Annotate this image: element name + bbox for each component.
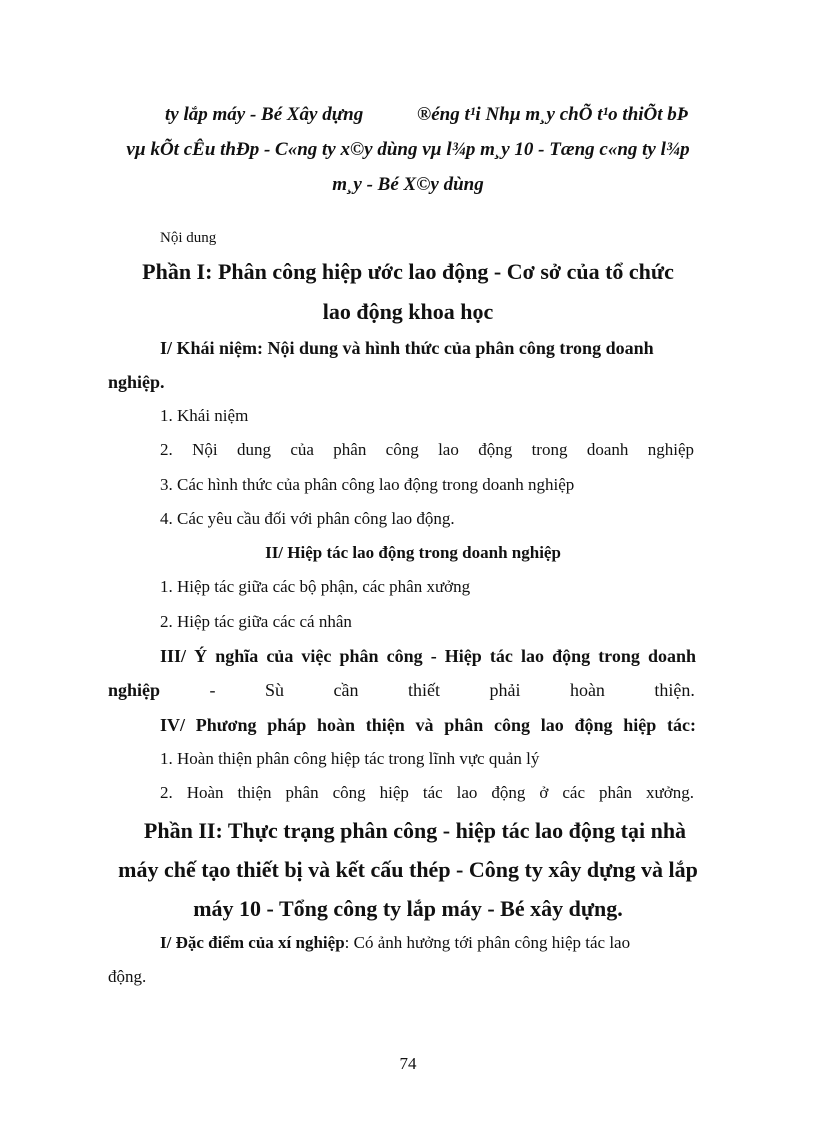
- section3-word: hoàn: [569, 680, 605, 700]
- section3-word: phải: [489, 680, 521, 700]
- section1-heading-line-2: nghiệp.: [108, 372, 165, 392]
- section3-word: thiện.: [654, 680, 695, 700]
- section3-heading-line-1: III/ Ý nghĩa của việc phân công - Hiệp tác lao động trong doanh: [160, 646, 696, 666]
- section3-word: Sù: [265, 680, 285, 700]
- section2-item: 2. Hiệp tác giữa các cá nhân: [160, 612, 352, 631]
- page-number: 74: [399, 1054, 417, 1073]
- part2-title-line-2: máy chế tạo thiết bị và kết cấu thép - Công ty xây dựng và lắp: [118, 857, 698, 882]
- section5-heading-line-2: động.: [108, 967, 147, 986]
- section1-item: 1. Khái niệm: [160, 406, 249, 425]
- header-line-3: m¸y - Bé X©y dùng: [332, 174, 484, 195]
- header-line-2: vµ kÕt cÊu thÐp - C«ng ty x©y dùng vµ l¾p m¸y 10 - Tæng c«ng ty l¾p: [126, 139, 690, 160]
- section2-item: 1. Hiệp tác giữa các bộ phận, các phân xưởng: [160, 577, 471, 596]
- section3-word: -: [209, 680, 216, 700]
- section1-item: 2. Nội dung của phân công lao động trong doanh nghiệp: [160, 440, 694, 459]
- section3-word: nghiệp: [108, 680, 161, 700]
- section5-heading-rest: : Có ảnh hưởng tới phân công hiệp tác lao: [344, 933, 631, 952]
- header-line-1-left: ty lắp máy - Bé Xây dựng: [165, 104, 364, 125]
- part1-title-line-1: Phần I: Phân công hiệp ước lao động - Cơ sở của tổ chức: [142, 259, 674, 284]
- part2-title-line-3: máy 10 - Tổng công ty lắp máy - Bé xây dựng.: [193, 896, 623, 921]
- header-line-1-right: ®éng t¹i Nhµ m¸y chÕ t¹o thiÕt bÞ: [417, 104, 689, 125]
- section3-word: thiết: [407, 680, 440, 700]
- section1-heading-line-1: I/ Khái niệm: Nội dung và hình thức của phân công trong doanh: [160, 338, 654, 358]
- section4-heading: IV/ Phương pháp hoàn thiện và phân công lao động hiệp tác:: [160, 715, 696, 735]
- content-label: Nội dung: [160, 230, 217, 246]
- part1-title-line-2: lao động khoa học: [322, 299, 494, 324]
- section2-heading: II/ Hiệp tác lao động trong doanh nghiệp: [265, 543, 561, 562]
- section1-item: 4. Các yêu cầu đối với phân công lao động.: [160, 509, 455, 528]
- part2-title-line-1: Phần II: Thực trạng phân công - hiệp tác lao động tại nhà: [143, 818, 687, 843]
- section5-heading-line-1: [160, 933, 630, 953]
- section1-item: 3. Các hình thức của phân công lao động trong doanh nghiệp: [160, 475, 575, 494]
- section3-word: cần: [333, 680, 359, 700]
- section4-item: 2. Hoàn thiện phân công hiệp tác lao động ở các phân xưởng.: [160, 783, 694, 802]
- section3-heading-line-2: [108, 680, 695, 701]
- section4-item: 1. Hoàn thiện phân công hiệp tác trong lĩnh vực quản lý: [160, 749, 540, 768]
- section5-heading-bold: I/ Đặc điểm của xí nghiệp: [160, 933, 345, 952]
